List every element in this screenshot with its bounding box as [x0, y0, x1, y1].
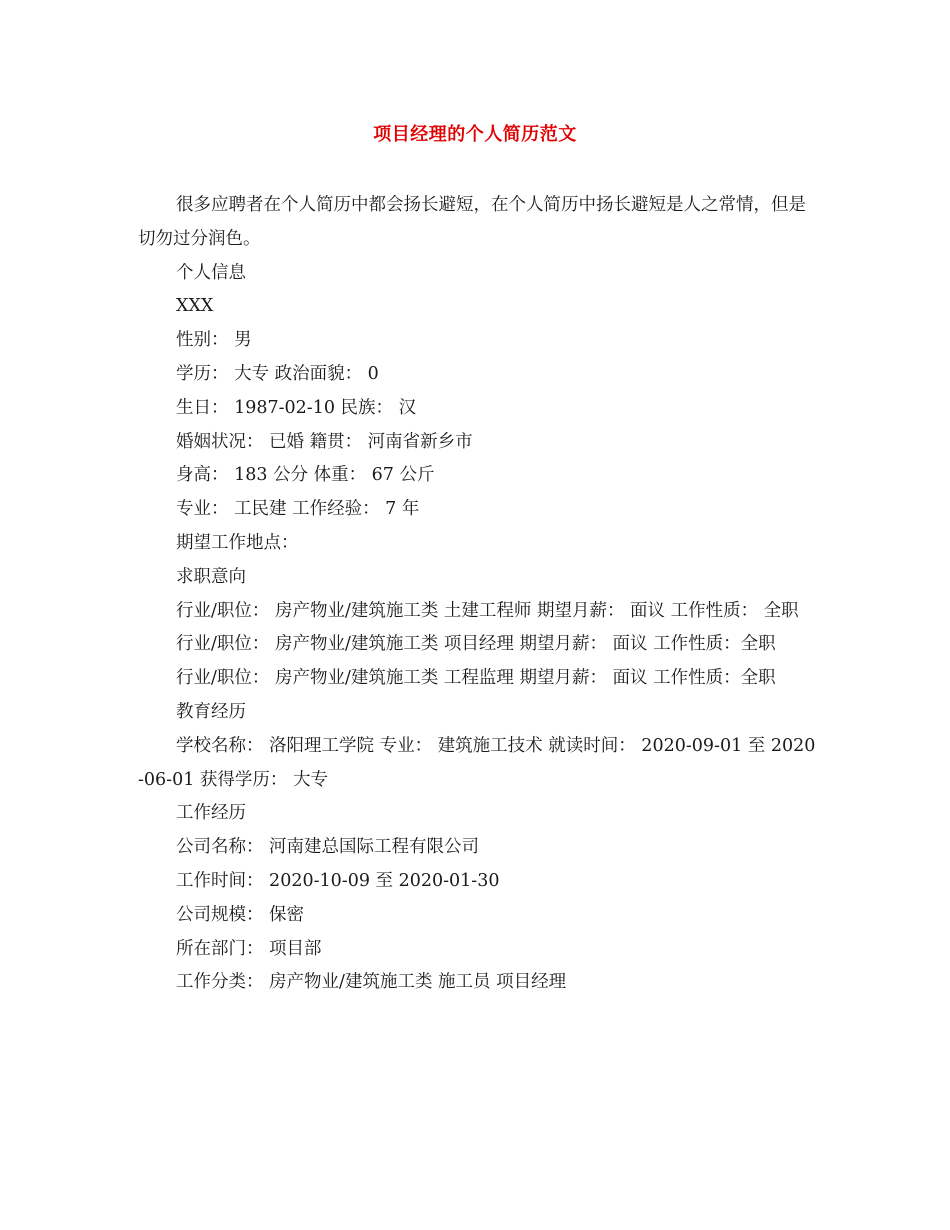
- job-intention-item: 行业/职位： 房产物业/建筑施工类 土建工程师 期望月薪： 面议 工作性质： 全职: [176, 600, 799, 621]
- major-experience-line: 专业： 工民建 工作经验： 7 年: [176, 499, 420, 520]
- document-title: 项目经理的个人简历范文: [373, 124, 577, 145]
- work-company-line: 公司名称： 河南建总国际工程有限公司: [176, 837, 480, 858]
- intro-paragraph: 很多应聘者在个人简历中都会扬长避短，在个人简历中扬长避短是人之常情，但是切勿过分润色。: [138, 195, 806, 249]
- document-body: [138, 189, 818, 1000]
- personal-info-heading: 个人信息: [176, 262, 246, 283]
- marital-origin-line: 婚姻状况： 已婚 籍贯： 河南省新乡市: [176, 431, 473, 452]
- name-line: XXX: [176, 296, 214, 317]
- job-intention-item: 行业/职位： 房产物业/建筑施工类 工程监理 期望月薪： 面议 工作性质：全职: [176, 668, 776, 689]
- gender-line: 性别： 男: [176, 330, 252, 351]
- job-intention-heading: 求职意向: [176, 566, 246, 587]
- height-weight-line: 身高： 183 公分 体重： 67 公斤: [176, 465, 435, 486]
- education-heading: 教育经历: [176, 701, 246, 722]
- education-detail: 学校名称： 洛阳理工学院 专业： 建筑施工技术 就读时间： 2020-09-01 至 2020-06-01 获得学历： 大专: [138, 735, 816, 790]
- job-intention-item: 行业/职位： 房产物业/建筑施工类 项目经理 期望月薪： 面议 工作性质：全职: [176, 634, 776, 655]
- desired-location-line: 期望工作地点：: [176, 532, 299, 553]
- work-department-line: 所在部门： 项目部: [176, 938, 322, 959]
- work-scale-line: 公司规模： 保密: [176, 904, 305, 925]
- birth-ethnicity-line: 生日： 1987-02-10 民族： 汉: [176, 397, 417, 418]
- work-category-line: 工作分类： 房产物业/建筑施工类 施工员 项目经理: [176, 972, 567, 993]
- work-period-line: 工作时间： 2020-10-09 至 2020-01-30: [176, 870, 500, 891]
- work-heading: 工作经历: [176, 803, 246, 824]
- education-politics-line: 学历： 大专 政治面貌： 0: [176, 363, 379, 384]
